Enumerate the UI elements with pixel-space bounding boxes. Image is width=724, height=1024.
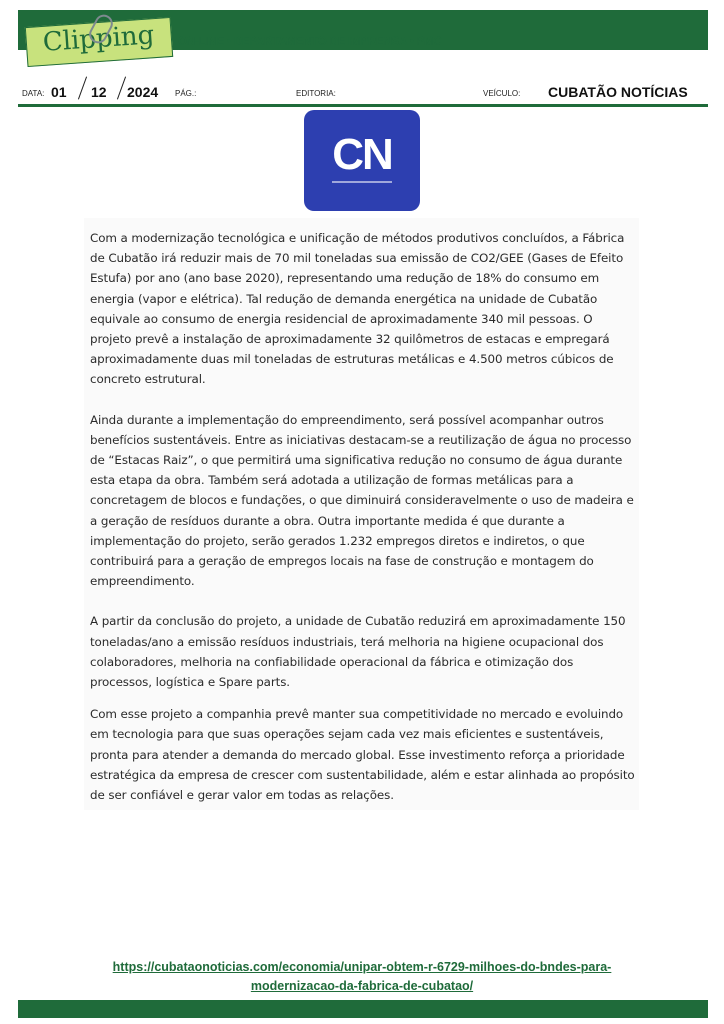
source-link-line-1: https://cubataonoticias.com/economia/unipar-obtem-r-6729-milhoes-do-bndes-para- bbox=[112, 960, 612, 974]
date-separator bbox=[78, 77, 87, 100]
footer-bar bbox=[18, 1000, 708, 1018]
article-paragraph: Com esse projeto a companhia prevê manter sua competitividade no mercado e evoluindo em tecnologia para que suas operações sejam cada vez mais eficientes e sustentáveis, pronta para atender a demanda do mercado global. Esse investimento reforça a prioridade estratégica da empresa de crescer com sustentabilidade, além e estar alinhada ao propósito de ser confiável e gerar valor em todas as relações. bbox=[90, 707, 635, 803]
cubatao-noticias-logo bbox=[304, 110, 420, 211]
page-label: PÁG.: bbox=[175, 89, 197, 98]
source-link[interactable] bbox=[60, 958, 664, 996]
source-link-line-2: modernizacao-da-fabrica-de-cubatao/ bbox=[250, 979, 474, 993]
logo-mark: CN bbox=[332, 129, 392, 179]
department-line: ON-LINE • DEPARTAMENTO DE IMPRENSA • PMC bbox=[178, 36, 442, 48]
article-paragraph: Com a modernização tecnológica e unificação de métodos produtivos concluídos, a Fábrica de Cubatão irá reduzir mais de 70 mil toneladas sua emissão de CO2/GEE (Gases de Efeito Estufa) por ano (ano base 2020), representando uma redução de 18% do consumo em energia (vapor e elétrica). Tal redução de demanda energética na unidade de Cubatão equivale ao consumo de energia residencial de aproximadamente 340 mil pessoas. O projeto prevê a instalação de aproximadamente 32 quilômetros de estacas e empregará aproximadamente duas mil toneladas de estruturas metálicas e 4.500 metros cúbicos de concreto estrutural. bbox=[90, 231, 625, 387]
vehicle-label: VEÍCULO: bbox=[483, 89, 521, 98]
editoria-label: EDITORIA: bbox=[296, 89, 336, 98]
date-month: 12 bbox=[91, 84, 107, 100]
date-separator bbox=[117, 77, 126, 100]
clipping-badge-text: Clipping bbox=[41, 20, 156, 58]
article-body bbox=[90, 228, 635, 825]
header-divider bbox=[18, 104, 708, 107]
article-paragraph: Ainda durante a implementação do empreendimento, será possível acompanhar outros benefícios sustentáveis. Entre as iniciativas destacam-se a reutilização de água no processo de “Estacas Raiz”, o que permitirá uma significativa redução no consumo de água durante esta etapa da obra. Também será adotada a utilização de formas metálicas para a concretagem de blocos e fundações, o que diminuirá consideravelmente o uso de madeira e a geração de resíduos durante a obra. Outra importante medida é que durante a implementação do projeto, serão gerados 1.232 empregos diretos e indiretos, o que contribuirá para a geração de empregos locais na fase de construção e montagem do empreendimento. bbox=[90, 412, 634, 589]
date-label: DATA: bbox=[22, 89, 45, 98]
logo-tagline-line bbox=[332, 181, 392, 183]
clipping-meta-row bbox=[20, 80, 710, 102]
vehicle-name: CUBATÃO NOTÍCIAS bbox=[548, 84, 688, 100]
date-day: 01 bbox=[51, 84, 67, 100]
date-year: 2024 bbox=[127, 84, 159, 100]
article-paragraph: A partir da conclusão do projeto, a unidade de Cubatão reduzirá em aproximadamente 150 toneladas/ano a emissão resíduos industriais, terá melhoria na higiene ocupacional dos colaboradores, melhoria na confiabilidade operacional da fábrica e otimização dos processos, logística e Spare parts. bbox=[90, 614, 626, 690]
